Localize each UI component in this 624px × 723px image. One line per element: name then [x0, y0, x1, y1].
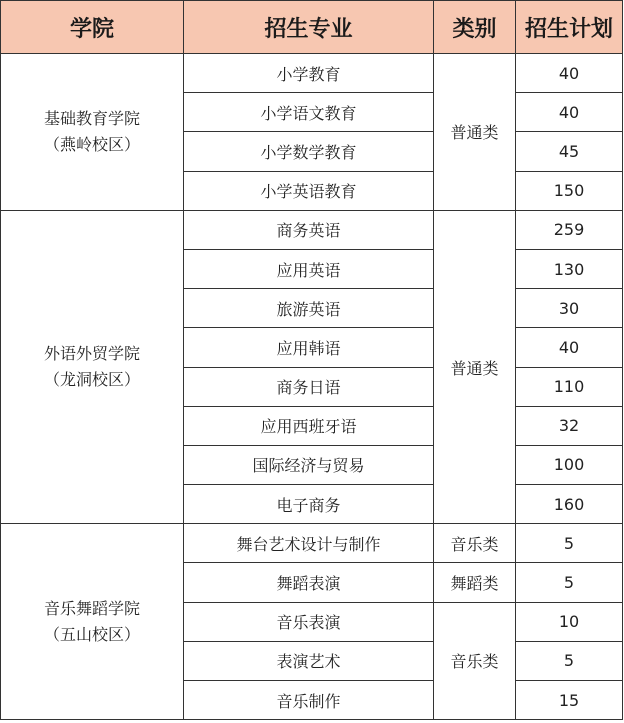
table-row	[1, 54, 623, 93]
plan-cell: 5	[516, 563, 623, 602]
plan-cell: 5	[516, 524, 623, 563]
college-cell	[1, 54, 184, 211]
major-cell: 表演艺术	[184, 641, 434, 680]
major-cell: 电子商务	[184, 485, 434, 524]
college-name: 基础教育学院	[43, 108, 140, 128]
category-cell: 普通类	[434, 54, 516, 211]
plan-cell: 150	[516, 171, 623, 210]
plan-cell: 130	[516, 249, 623, 288]
plan-cell: 40	[516, 93, 623, 132]
table-row	[1, 210, 623, 249]
plan-cell: 259	[516, 210, 623, 249]
header-row	[1, 1, 623, 54]
major-cell: 舞蹈表演	[184, 563, 434, 602]
plan-cell: 45	[516, 132, 623, 171]
plan-cell: 40	[516, 328, 623, 367]
table-row	[1, 524, 623, 563]
major-cell: 应用韩语	[184, 328, 434, 367]
category-cell: 音乐类	[434, 524, 516, 563]
major-cell: 商务日语	[184, 367, 434, 406]
plan-cell: 15	[516, 681, 623, 720]
major-cell: 音乐制作	[184, 681, 434, 720]
header-major: 招生专业	[184, 1, 434, 54]
plan-cell: 110	[516, 367, 623, 406]
plan-cell: 5	[516, 641, 623, 680]
header-category: 类别	[434, 1, 516, 54]
category-cell: 普通类	[434, 210, 516, 524]
college-campus: （燕岭校区）	[43, 134, 140, 154]
major-cell: 国际经济与贸易	[184, 445, 434, 484]
major-cell: 小学英语教育	[184, 171, 434, 210]
major-cell: 应用西班牙语	[184, 406, 434, 445]
plan-cell: 10	[516, 602, 623, 641]
header-college: 学院	[1, 1, 184, 54]
plan-cell: 32	[516, 406, 623, 445]
plan-cell: 40	[516, 54, 623, 93]
plan-cell: 100	[516, 445, 623, 484]
major-cell: 应用英语	[184, 249, 434, 288]
plan-cell: 160	[516, 485, 623, 524]
major-cell: 小学教育	[184, 54, 434, 93]
major-cell: 旅游英语	[184, 289, 434, 328]
college-cell	[1, 210, 184, 524]
major-cell: 商务英语	[184, 210, 434, 249]
major-cell: 舞台艺术设计与制作	[184, 524, 434, 563]
major-cell: 小学语文教育	[184, 93, 434, 132]
college-cell	[1, 524, 184, 720]
college-name: 音乐舞蹈学院	[43, 598, 140, 618]
college-campus: （龙洞校区）	[43, 370, 140, 389]
plan-cell: 30	[516, 289, 623, 328]
college-name: 外语外贸学院	[43, 344, 140, 363]
major-cell: 小学数学教育	[184, 132, 434, 171]
header-plan: 招生计划	[516, 1, 623, 54]
college-campus: （五山校区）	[43, 624, 140, 644]
category-cell: 舞蹈类	[434, 563, 516, 602]
category-cell: 音乐类	[434, 602, 516, 720]
major-cell: 音乐表演	[184, 602, 434, 641]
